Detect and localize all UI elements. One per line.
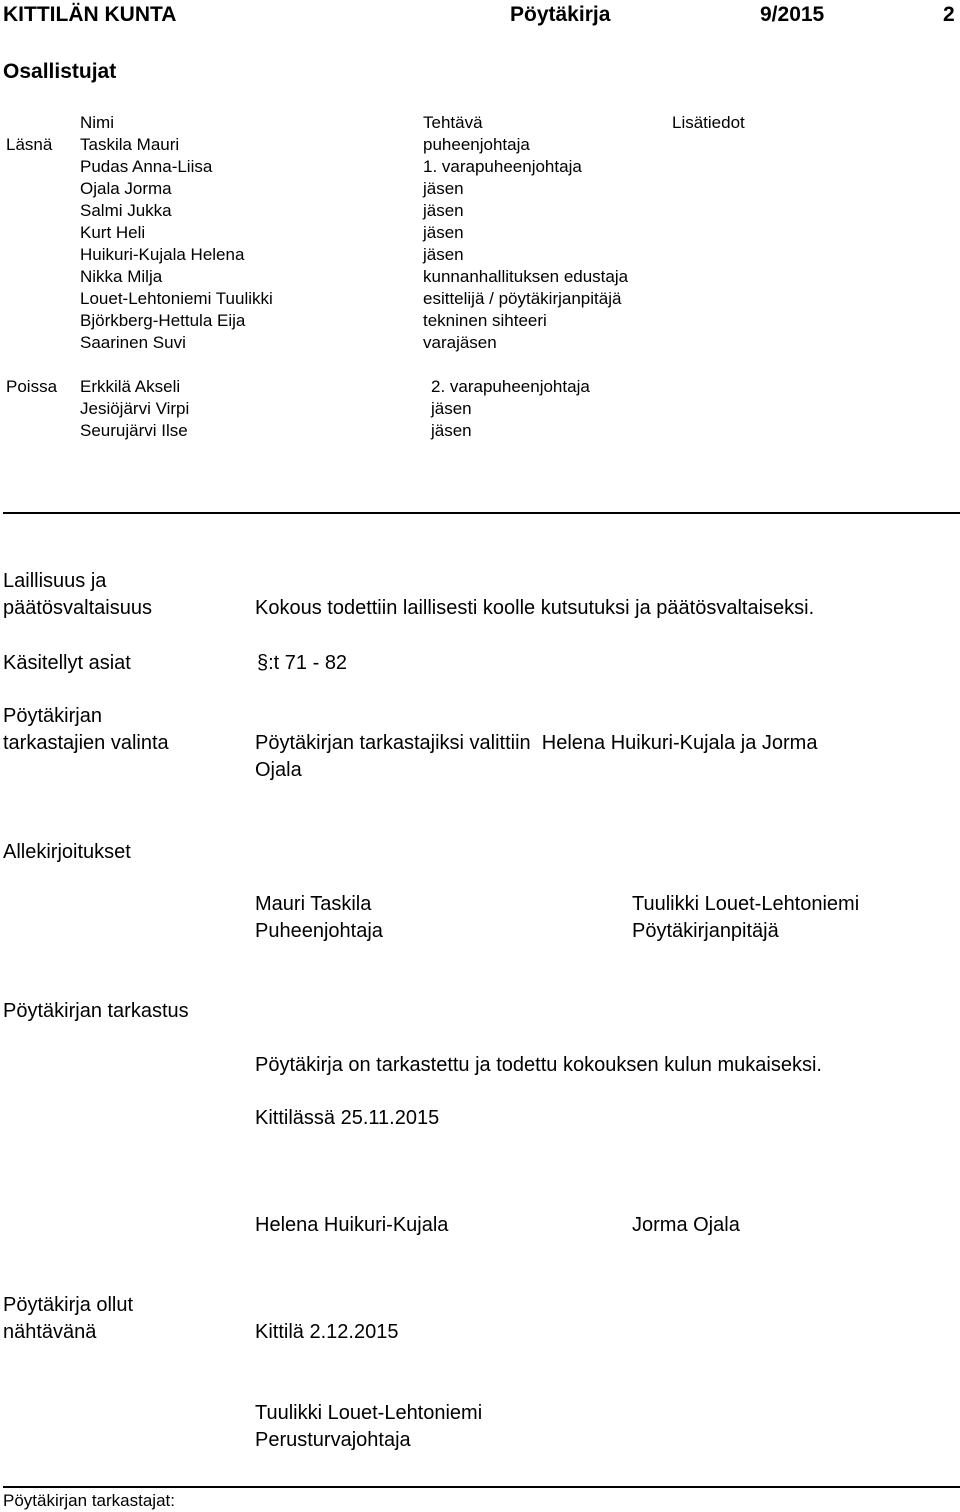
participant-name: Seurujärvi Ilse bbox=[80, 421, 188, 440]
absent-label: Poissa bbox=[6, 377, 58, 396]
participant-role: puheenjohtaja bbox=[423, 135, 530, 154]
inspection-text: Pöytäkirja on tarkastettu ja todettu kokouksen kulun mukaiseksi. bbox=[255, 1054, 822, 1076]
participant-name: Taskila Mauri bbox=[80, 135, 180, 154]
participant-name: Louet-Lehtoniemi Tuulikki bbox=[80, 289, 273, 308]
participant-name: Salmi Jukka bbox=[80, 201, 172, 220]
page-number: 2 bbox=[943, 3, 955, 26]
document-type: Pöytäkirja bbox=[510, 3, 611, 26]
participant-role: esittelijä / pöytäkirjanpitäjä bbox=[423, 289, 622, 308]
present-roles bbox=[423, 134, 628, 354]
secretary-name: Tuulikki Louet-Lehtoniemi bbox=[632, 893, 860, 915]
column-header-info: Lisätiedot bbox=[672, 113, 745, 132]
participant-name: Nikka Milja bbox=[80, 267, 163, 286]
display-label-1: Pöytäkirja ollut bbox=[3, 1294, 134, 1316]
participant-name: Björkberg-Hettula Eija bbox=[80, 311, 246, 330]
participant-role: 1. varapuheenjohtaja bbox=[423, 157, 582, 176]
display-label-2: nähtävänä bbox=[3, 1321, 97, 1343]
participant-name: Erkkilä Akseli bbox=[80, 377, 181, 396]
legality-label-1: Laillisuus ja bbox=[3, 570, 107, 592]
inspection-place-date: Kittilässä 25.11.2015 bbox=[255, 1107, 440, 1129]
present-names bbox=[80, 134, 273, 354]
participant-role: jäsen bbox=[423, 245, 464, 264]
participant-name: Huikuri-Kujala Helena bbox=[80, 245, 245, 264]
participant-name: Pudas Anna-Liisa bbox=[80, 157, 213, 176]
display-signer-role: Perusturvajohtaja bbox=[255, 1429, 411, 1451]
absent-names bbox=[80, 376, 189, 442]
participant-role: varajäsen bbox=[423, 333, 497, 352]
participant-role: 2. varapuheenjohtaja bbox=[431, 377, 590, 396]
participant-name: Kurt Heli bbox=[80, 223, 146, 242]
participant-role: jäsen bbox=[431, 399, 472, 418]
legality-text: Kokous todettiin laillisesti koolle kutsutuksi ja päätösvaltaiseksi. bbox=[255, 597, 815, 619]
column-header-name: Nimi bbox=[80, 113, 114, 132]
participant-role: jäsen bbox=[423, 223, 464, 242]
legality-label-2: päätösvaltaisuus bbox=[3, 597, 152, 619]
chair-role: Puheenjohtaja bbox=[255, 920, 383, 942]
footer-divider bbox=[3, 1486, 960, 1488]
absent-roles bbox=[431, 376, 590, 442]
display-signer-name: Tuulikki Louet-Lehtoniemi bbox=[255, 1402, 483, 1424]
participant-role: jäsen bbox=[423, 179, 464, 198]
inspection-label: Pöytäkirjan tarkastus bbox=[3, 1000, 189, 1022]
org-name: KITTILÄN KUNTA bbox=[3, 3, 177, 26]
inspector-2-name: Jorma Ojala bbox=[632, 1214, 740, 1236]
participant-role: jäsen bbox=[423, 201, 464, 220]
inspectors-label-1: Pöytäkirjan bbox=[3, 705, 102, 727]
column-header-role: Tehtävä bbox=[423, 113, 483, 132]
participant-role: kunnanhallituksen edustaja bbox=[423, 267, 629, 286]
inspectors-label-2: tarkastajien valinta bbox=[3, 732, 169, 754]
participant-name: Saarinen Suvi bbox=[80, 333, 186, 352]
participant-name: Ojala Jorma bbox=[80, 179, 172, 198]
participant-role: tekninen sihteeri bbox=[423, 311, 547, 330]
items-value: §:t 71 - 82 bbox=[257, 652, 348, 674]
display-place-date: Kittilä 2.12.2015 bbox=[255, 1321, 399, 1343]
participants-title: Osallistujat bbox=[3, 60, 117, 83]
inspectors-text-2: Ojala bbox=[255, 759, 302, 781]
items-label: Käsitellyt asiat bbox=[3, 652, 131, 674]
signatures-label: Allekirjoitukset bbox=[3, 841, 131, 863]
present-label: Läsnä bbox=[6, 135, 53, 154]
secretary-role: Pöytäkirjanpitäjä bbox=[632, 920, 779, 942]
section-divider bbox=[3, 512, 960, 514]
document-number: 9/2015 bbox=[760, 3, 825, 26]
inspectors-text-1: Pöytäkirjan tarkastajiksi valittiin Helena Huikuri-Kujala ja Jorma bbox=[255, 732, 818, 754]
inspector-1-name: Helena Huikuri-Kujala bbox=[255, 1214, 449, 1236]
participant-name: Jesiöjärvi Virpi bbox=[80, 399, 190, 418]
participant-role: jäsen bbox=[431, 421, 472, 440]
chair-name: Mauri Taskila bbox=[255, 893, 372, 915]
footer-label: Pöytäkirjan tarkastajat: bbox=[3, 1491, 175, 1510]
